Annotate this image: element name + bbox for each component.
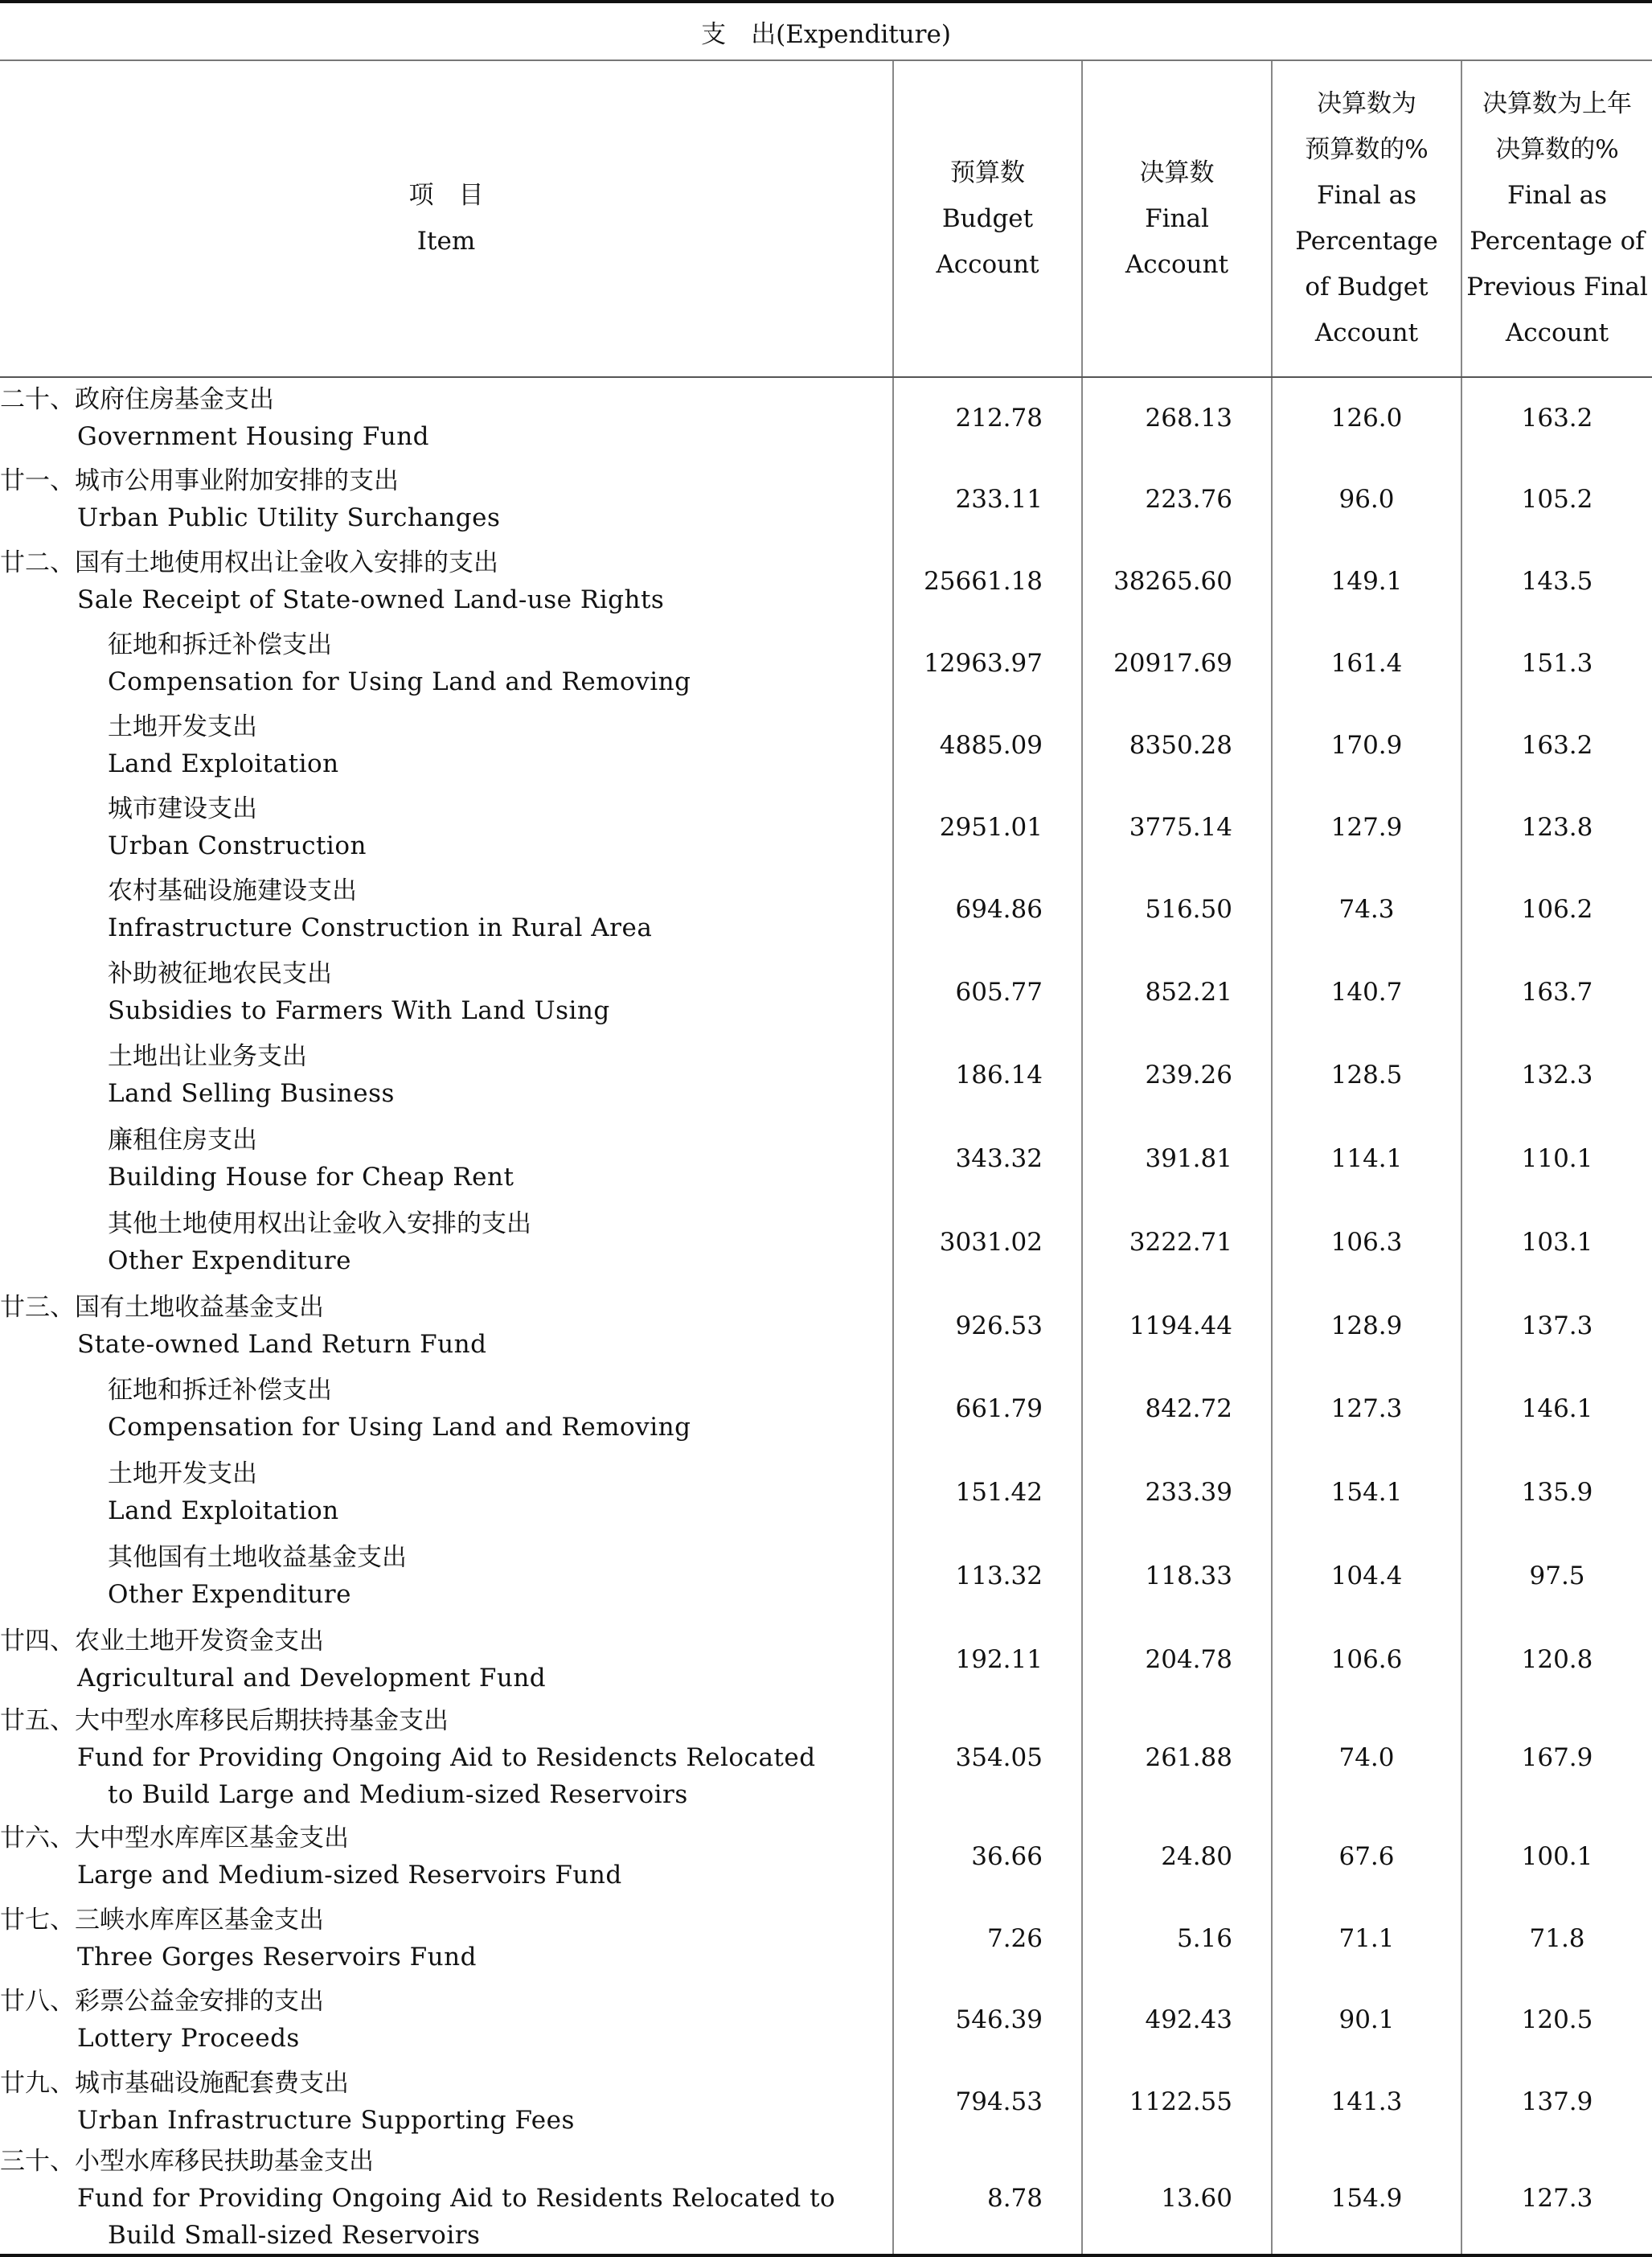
pct-prev-cell: 100.1: [1461, 1815, 1652, 1898]
pct-budget-cell: 128.9: [1272, 1284, 1461, 1367]
table-row: [0, 1367, 1652, 1451]
final-cell: 261.88: [1082, 1701, 1272, 1815]
item-zh: 廿八、彩票公益金安排的支出: [0, 1987, 324, 2016]
pct-prev-cell: 105.2: [1461, 458, 1652, 540]
table-row: [0, 1979, 1652, 2061]
table-row: [0, 1618, 1652, 1701]
final-cell: 24.80: [1082, 1815, 1272, 1898]
pct-prev-cell: 167.9: [1461, 1701, 1652, 1815]
budget-cell: 605.77: [893, 950, 1082, 1033]
final-cell: 118.33: [1082, 1534, 1272, 1618]
col-header-budget-line: Budget: [941, 203, 1034, 233]
col-header-item-zh: 项 目: [408, 181, 484, 210]
item-zh: 土地开发支出: [108, 712, 257, 741]
item-zh: 廿一、城市公用事业附加安排的支出: [0, 466, 399, 495]
pct-prev-cell: 143.5: [1461, 540, 1652, 622]
budget-cell: 694.86: [893, 868, 1082, 950]
budget-cell: 926.53: [893, 1284, 1082, 1367]
pct-prev-cell: 120.5: [1461, 1979, 1652, 2061]
item-en: Infrastructure Construction in Rural Area: [108, 913, 653, 942]
col-header-pct-prev-line: 决算数为上年: [1482, 89, 1633, 118]
budget-cell: 212.78: [893, 377, 1082, 458]
pct-prev-cell: 163.2: [1461, 704, 1652, 786]
item-zh: 廿四、农业土地开发资金支出: [0, 1626, 324, 1656]
pct-prev-cell: 137.3: [1461, 1284, 1652, 1367]
table-row: [0, 1898, 1652, 1979]
item-cell: [0, 2061, 893, 2143]
item-zh: 其他国有土地收益基金支出: [108, 1543, 407, 1572]
pct-prev-cell: 163.2: [1461, 377, 1652, 458]
item-en-line2: to Build Large and Medium-sized Reservoirs: [108, 1780, 688, 1809]
pct-prev-cell: 106.2: [1461, 868, 1652, 950]
pct-budget-cell: 126.0: [1272, 377, 1461, 458]
budget-cell: 25661.18: [893, 540, 1082, 622]
item-en: Other Expenditure: [108, 1580, 351, 1609]
col-header-budget-line: 预算数: [950, 158, 1025, 187]
table-row: [0, 1701, 1652, 1815]
pct-budget-cell: 104.4: [1272, 1534, 1461, 1618]
final-cell: 852.21: [1082, 950, 1272, 1033]
pct-budget-cell: 161.4: [1272, 622, 1461, 704]
item-en: Government Housing Fund: [77, 422, 430, 451]
pct-budget-cell: 128.5: [1272, 1033, 1461, 1117]
final-cell: 13.60: [1082, 2143, 1272, 2255]
item-cell: [0, 950, 893, 1033]
item-en: Compensation for Using Land and Removing: [108, 1413, 691, 1442]
table-row: [0, 1033, 1652, 1117]
pct-prev-cell: 71.8: [1461, 1898, 1652, 1979]
item-zh: 二十、政府住房基金支出: [0, 385, 274, 414]
pct-prev-cell: 135.9: [1461, 1451, 1652, 1534]
item-en: Land Exploitation: [108, 1496, 339, 1525]
item-cell: [0, 1534, 893, 1618]
item-en: Urban Public Utility Surchanges: [77, 503, 501, 532]
budget-cell: 8.78: [893, 2143, 1082, 2255]
col-header-pct-prev-line: Previous Final: [1466, 273, 1648, 302]
item-zh: 农村基础设施建设支出: [108, 876, 357, 905]
col-header-budget: [893, 60, 1082, 377]
col-header-item: [0, 60, 893, 377]
table-row: [0, 1451, 1652, 1534]
item-cell: [0, 622, 893, 704]
item-cell: [0, 1200, 893, 1284]
item-cell: [0, 1979, 893, 2061]
col-header-pct-budget-line: Account: [1314, 318, 1419, 347]
col-header-pct-budget-line: Percentage: [1295, 227, 1438, 256]
table-body: [0, 377, 1652, 2255]
table-row: [0, 622, 1652, 704]
item-zh: 廉租住房支出: [108, 1126, 257, 1155]
col-header-pct-budget-line: Final as: [1316, 181, 1417, 210]
item-en: Three Gorges Reservoirs Fund: [77, 1942, 477, 1972]
budget-cell: 7.26: [893, 1898, 1082, 1979]
pct-budget-cell: 114.1: [1272, 1117, 1461, 1200]
budget-cell: 151.42: [893, 1451, 1082, 1534]
item-cell: [0, 1284, 893, 1367]
col-header-budget-line: Account: [936, 249, 1039, 279]
pct-prev-cell: 120.8: [1461, 1618, 1652, 1701]
final-cell: 8350.28: [1082, 704, 1272, 786]
budget-cell: 4885.09: [893, 704, 1082, 786]
item-zh: 土地开发支出: [108, 1459, 257, 1488]
table-row: [0, 2061, 1652, 2143]
item-en: Lottery Proceeds: [77, 2024, 300, 2053]
pct-prev-cell: 123.8: [1461, 786, 1652, 868]
pct-budget-cell: 106.3: [1272, 1200, 1461, 1284]
item-cell: [0, 540, 893, 622]
col-header-final-line: Account: [1125, 249, 1229, 279]
budget-cell: 3031.02: [893, 1200, 1082, 1284]
pct-prev-cell: 146.1: [1461, 1367, 1652, 1451]
pct-budget-cell: 71.1: [1272, 1898, 1461, 1979]
table-row: [0, 786, 1652, 868]
pct-prev-cell: 127.3: [1461, 2143, 1652, 2255]
col-header-final-line: Final: [1145, 203, 1209, 233]
final-cell: 223.76: [1082, 458, 1272, 540]
pct-budget-cell: 154.1: [1272, 1451, 1461, 1534]
pct-budget-cell: 154.9: [1272, 2143, 1461, 2255]
col-header-pct-prev-line: Account: [1505, 318, 1609, 347]
item-en: Other Expenditure: [108, 1246, 351, 1275]
pct-budget-cell: 106.6: [1272, 1618, 1461, 1701]
table-row: [0, 377, 1652, 458]
final-cell: 204.78: [1082, 1618, 1272, 1701]
final-cell: 268.13: [1082, 377, 1272, 458]
col-header-final: [1082, 60, 1272, 377]
table-row: [0, 540, 1652, 622]
item-zh: 廿五、大中型水库移民后期扶持基金支出: [0, 1706, 449, 1735]
budget-cell: 113.32: [893, 1534, 1082, 1618]
budget-cell: 343.32: [893, 1117, 1082, 1200]
item-en: Fund for Providing Ongoing Aid to Residents Relocated to: [77, 2184, 836, 2213]
item-zh: 廿七、三峡水库库区基金支出: [0, 1905, 324, 1935]
pct-prev-cell: 97.5: [1461, 1534, 1652, 1618]
table-row: [0, 458, 1652, 540]
final-cell: 20917.69: [1082, 622, 1272, 704]
final-cell: 233.39: [1082, 1451, 1272, 1534]
item-en: Sale Receipt of State-owned Land-use Rights: [77, 585, 665, 614]
item-zh: 廿六、大中型水库库区基金支出: [0, 1823, 349, 1853]
final-cell: 3222.71: [1082, 1200, 1272, 1284]
item-zh: 其他土地使用权出让金收入安排的支出: [108, 1209, 531, 1238]
item-cell: [0, 377, 893, 458]
pct-budget-cell: 141.3: [1272, 2061, 1461, 2143]
item-cell: [0, 868, 893, 950]
col-header-pct-budget-line: 预算数的%: [1305, 135, 1429, 164]
table-row: [0, 1284, 1652, 1367]
budget-cell: 233.11: [893, 458, 1082, 540]
final-cell: 1194.44: [1082, 1284, 1272, 1367]
table-row: [0, 1117, 1652, 1200]
col-header-item-en: Item: [416, 227, 476, 256]
pct-prev-cell: 110.1: [1461, 1117, 1652, 1200]
pct-budget-cell: 140.7: [1272, 950, 1461, 1033]
col-header-pct-prev: [1461, 60, 1652, 377]
pct-budget-cell: 170.9: [1272, 704, 1461, 786]
col-header-pct-prev-line: 决算数的%: [1495, 135, 1619, 164]
pct-budget-cell: 67.6: [1272, 1815, 1461, 1898]
final-cell: 3775.14: [1082, 786, 1272, 868]
table-row: [0, 2143, 1652, 2255]
col-header-pct-budget-line: 决算数为: [1317, 89, 1416, 118]
pct-budget-cell: 96.0: [1272, 458, 1461, 540]
budget-cell: 546.39: [893, 1979, 1082, 2061]
item-en: Land Exploitation: [108, 749, 339, 778]
item-zh: 三十、小型水库移民扶助基金支出: [0, 2147, 374, 2176]
pct-budget-cell: 149.1: [1272, 540, 1461, 622]
col-header-pct-budget-line: of Budget: [1305, 273, 1429, 302]
item-en-line2: Build Small-sized Reservoirs: [108, 2221, 481, 2250]
item-zh: 征地和拆迁补偿支出: [108, 630, 332, 659]
item-zh: 廿二、国有土地使用权出让金收入安排的支出: [0, 548, 498, 577]
budget-cell: 192.11: [893, 1618, 1082, 1701]
col-header-final-line: 决算数: [1139, 158, 1215, 187]
item-en: Agricultural and Development Fund: [77, 1663, 547, 1693]
pct-budget-cell: 90.1: [1272, 1979, 1461, 2061]
item-cell: [0, 1033, 893, 1117]
item-zh: 征地和拆迁补偿支出: [108, 1376, 332, 1405]
column-header-row: [0, 60, 1652, 377]
item-cell: [0, 1815, 893, 1898]
item-cell: [0, 1618, 893, 1701]
final-cell: 239.26: [1082, 1033, 1272, 1117]
item-cell: [0, 1117, 893, 1200]
item-zh: 土地出让业务支出: [108, 1042, 307, 1071]
pct-budget-cell: 127.3: [1272, 1367, 1461, 1451]
budget-cell: 186.14: [893, 1033, 1082, 1117]
final-cell: 842.72: [1082, 1367, 1272, 1451]
pct-prev-cell: 132.3: [1461, 1033, 1652, 1117]
item-zh: 廿三、国有土地收益基金支出: [0, 1292, 324, 1322]
table-title-row: [0, 2, 1652, 60]
pct-prev-cell: 137.9: [1461, 2061, 1652, 2143]
final-cell: 391.81: [1082, 1117, 1272, 1200]
final-cell: 5.16: [1082, 1898, 1272, 1979]
col-header-pct-prev-line: Final as: [1507, 181, 1608, 210]
item-cell: [0, 1701, 893, 1815]
item-zh: 廿九、城市基础设施配套费支出: [0, 2069, 349, 2098]
pct-prev-cell: 163.7: [1461, 950, 1652, 1033]
pct-prev-cell: 151.3: [1461, 622, 1652, 704]
item-cell: [0, 786, 893, 868]
item-zh: 城市建设支出: [108, 794, 257, 823]
table-row: [0, 1815, 1652, 1898]
pct-budget-cell: 74.3: [1272, 868, 1461, 950]
item-en: Fund for Providing Ongoing Aid to Residencts Relocated: [77, 1743, 816, 1772]
budget-cell: 12963.97: [893, 622, 1082, 704]
item-en: Subsidies to Farmers With Land Using: [108, 995, 610, 1025]
final-cell: 492.43: [1082, 1979, 1272, 2061]
table-row: [0, 704, 1652, 786]
col-header-pct-budget: [1272, 60, 1461, 377]
item-en: Land Selling Business: [108, 1079, 395, 1108]
item-cell: [0, 1898, 893, 1979]
item-cell: [0, 704, 893, 786]
item-en: State-owned Land Return Fund: [77, 1329, 487, 1359]
item-cell: [0, 1367, 893, 1451]
budget-cell: 794.53: [893, 2061, 1082, 2143]
item-zh: 补助被征地农民支出: [108, 958, 332, 988]
table-title: 支 出(Expenditure): [0, 2, 1652, 60]
item-en: Compensation for Using Land and Removing: [108, 667, 691, 696]
col-header-pct-prev-line: Percentage of: [1470, 227, 1645, 256]
final-cell: 38265.60: [1082, 540, 1272, 622]
item-cell: [0, 458, 893, 540]
budget-cell: 36.66: [893, 1815, 1082, 1898]
budget-cell: 2951.01: [893, 786, 1082, 868]
item-en: Urban Infrastructure Supporting Fees: [77, 2106, 575, 2135]
item-cell: [0, 2143, 893, 2255]
table-row: [0, 1200, 1652, 1284]
item-en: Large and Medium-sized Reservoirs Fund: [77, 1860, 622, 1890]
pct-budget-cell: 127.9: [1272, 786, 1461, 868]
table-row: [0, 868, 1652, 950]
final-cell: 516.50: [1082, 868, 1272, 950]
final-cell: 1122.55: [1082, 2061, 1272, 2143]
item-en: Building House for Cheap Rent: [108, 1163, 514, 1192]
item-en: Urban Construction: [108, 831, 367, 860]
budget-cell: 661.79: [893, 1367, 1082, 1451]
pct-prev-cell: 103.1: [1461, 1200, 1652, 1284]
item-cell: [0, 1451, 893, 1534]
table-row: [0, 1534, 1652, 1618]
pct-budget-cell: 74.0: [1272, 1701, 1461, 1815]
budget-cell: 354.05: [893, 1701, 1082, 1815]
table-row: [0, 950, 1652, 1033]
